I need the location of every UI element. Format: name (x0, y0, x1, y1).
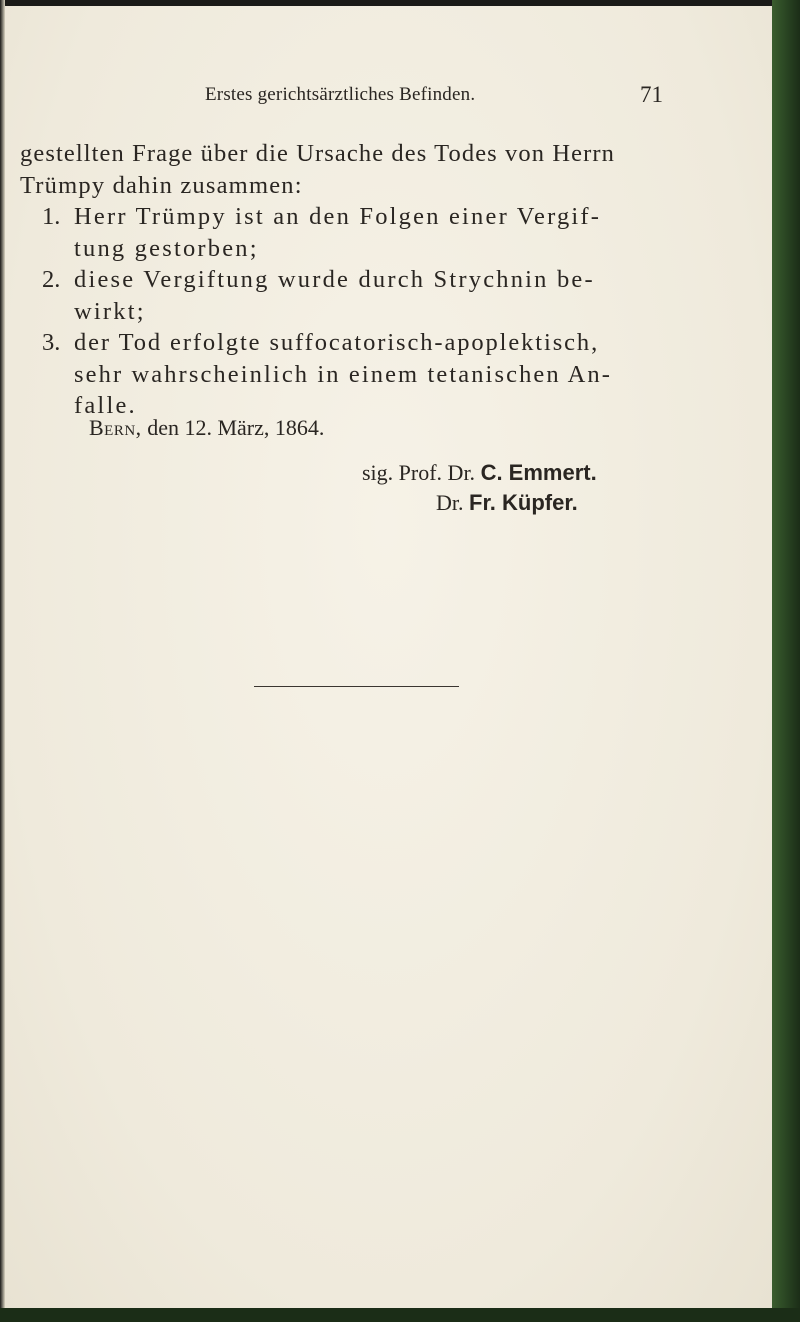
signature-prefix: sig. Prof. Dr. (362, 460, 476, 485)
place-name: Bern, (89, 415, 142, 440)
book-cover-edge (772, 0, 800, 1322)
signatory-name-2: Fr. Küpfer. (469, 490, 578, 515)
running-title: Erstes gerichtsärztliches Befinden. (205, 84, 476, 105)
list-item-number: 2. (42, 266, 61, 293)
signature-line-2 (362, 488, 597, 518)
list-item-number: 3. (42, 329, 61, 356)
list-item (20, 327, 700, 359)
page-number: 71 (640, 82, 663, 107)
list-item-number: 1. (42, 203, 61, 230)
page-left-edge (0, 0, 5, 1315)
list-item-text: tung gestorben; (74, 234, 259, 262)
intro-line-1: gestellten Frage über die Ursache des Todes von Herrn (20, 140, 615, 167)
list-item-text: falle. (74, 392, 137, 419)
body-text (20, 138, 700, 422)
list-item-continuation (20, 359, 700, 391)
list-item (20, 201, 700, 233)
signature-block (362, 458, 597, 518)
list-item-text: Herr Trümpy ist an den Folgen einer Vergif- (74, 203, 602, 230)
list-item-text: sehr wahrscheinlich in einem tetanischen An- (74, 360, 613, 388)
list-item-text: wirkt; (74, 297, 146, 325)
signature-prefix-2: Dr. (436, 490, 464, 515)
intro-line-2: Trümpy dahin zusammen: (20, 171, 303, 199)
page-top-edge (0, 0, 772, 6)
section-divider (254, 686, 459, 687)
date-text: den 12. März, 1864. (147, 415, 325, 440)
list-item-text: der Tod erfolgte suffocatorisch-apoplektisch, (74, 329, 600, 356)
signature-line-1 (362, 458, 597, 488)
list-item-continuation (20, 296, 700, 328)
intro-line (20, 138, 700, 170)
place-date-line (89, 415, 324, 441)
list-item-text: diese Vergiftung wurde durch Strychnin be- (74, 266, 595, 293)
signatory-name-1: C. Emmert. (480, 460, 597, 485)
list-item-continuation (20, 233, 700, 265)
list-item (20, 264, 700, 296)
book-bottom-edge (0, 1308, 800, 1322)
intro-line (20, 170, 700, 202)
